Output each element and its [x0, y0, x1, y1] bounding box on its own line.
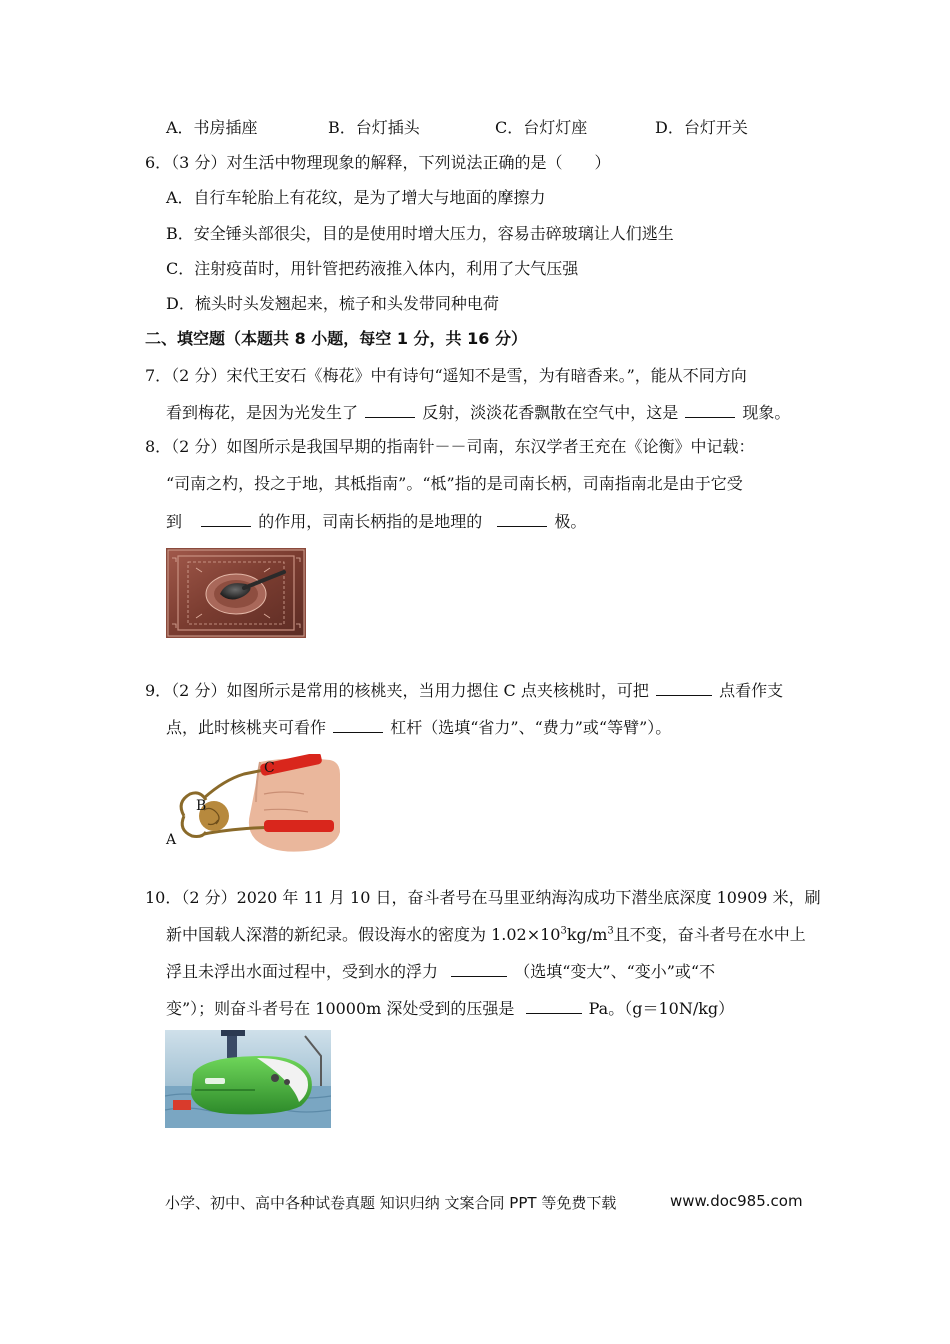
q10-line2 — [166, 925, 806, 945]
q5-option-b: B．台灯插头 — [328, 118, 420, 137]
q10-line1: 10．（2 分）2020 年 11 月 10 日，奋斗者号在马里亚纳海沟成功下潜坐底深度 10909 米，刷 — [145, 888, 821, 907]
q10-text-c: 且不变，奋斗者号在水中上 — [613, 925, 806, 944]
q6-option-b: B．安全锤头部很尖，目的是使用时增大压力，容易击碎玻璃让人们逃生 — [166, 224, 674, 243]
q7-blank-1[interactable] — [365, 403, 415, 418]
q9-text-d: 杠杆（选填“省力”、“费力”或“等臂”）。 — [390, 718, 672, 737]
q9-text-c: 点，此时核桃夹可看作 — [166, 718, 327, 737]
q8-text-c: 极。 — [554, 512, 587, 531]
submarine-icon — [165, 1030, 331, 1128]
q8-line3 — [166, 512, 586, 532]
q10-blank-2[interactable] — [526, 999, 582, 1014]
q10-blank-1[interactable] — [451, 962, 507, 977]
q10-sup-1: 3 — [560, 925, 567, 937]
nutcracker-image — [164, 754, 342, 858]
q10-text-d: 浮且未浮出水面过程中，受到水的浮力 — [166, 962, 439, 981]
q8-blank-1[interactable] — [201, 512, 251, 527]
q6-option-d: D．梳头时头发翘起来，梳子和头发带同种电荷 — [166, 294, 499, 313]
q7-line2 — [166, 403, 790, 423]
q10-text-e: （选填“变大”、“变小”或“不 — [514, 962, 716, 981]
q9-text-b: 点看作支 — [719, 681, 784, 700]
q9-line1 — [145, 681, 783, 701]
q8-line2: “司南之杓，投之于地，其柢指南”。“柢”指的是司南长柄，司南指南北是由于它受 — [166, 474, 743, 493]
q9-blank-2[interactable] — [333, 718, 383, 733]
q7-text-c: 现象。 — [742, 403, 791, 422]
q9-blank-1[interactable] — [656, 681, 712, 696]
compass-image — [166, 548, 306, 638]
q8-text-a: 到 — [166, 512, 183, 531]
q10-text-b: kg/m — [566, 925, 608, 944]
q10-text-g: Pa。（g＝10N/kg） — [588, 999, 735, 1018]
q6-option-c: C．注射疫苗时，用针管把药液推入体内，利用了大气压强 — [166, 259, 579, 278]
q8-text-b: 的作用，司南长柄指的是地理的 — [258, 512, 483, 531]
label-b: B — [196, 798, 207, 814]
footer-text: 小学、初中、高中各种试卷真题 知识归纳 文案合同 PPT 等免费下载 — [165, 1194, 617, 1212]
section-title: 二、填空题（本题共 8 小题，每空 1 分，共 16 分） — [145, 329, 527, 348]
submarine-image — [165, 1030, 331, 1128]
q10-sup-2: 3 — [607, 925, 614, 937]
q10-line4 — [166, 999, 734, 1019]
label-a: A — [166, 832, 177, 848]
q10-text-a: 新中国载人深潜的新纪录。假设海水的密度为 1.02×10 — [166, 925, 561, 944]
q10-line3 — [166, 962, 715, 982]
q8-blank-2[interactable] — [497, 512, 547, 527]
q9-line2 — [166, 718, 671, 738]
q7-blank-2[interactable] — [685, 403, 735, 418]
label-c: C — [264, 760, 275, 776]
q7-text-b: 反射，淡淡花香飘散在空气中，这是 — [422, 403, 679, 422]
q10-text-f: 变”）；则奋斗者号在 10000m 深处受到的压强是 — [166, 999, 515, 1018]
q7-line1: 7．（2 分）宋代王安石《梅花》中有诗句“遥知不是雪，为有暗香来。”，能从不同方向 — [145, 366, 747, 385]
sinan-compass-icon — [166, 548, 306, 638]
q7-text-a: 看到梅花，是因为光发生了 — [166, 403, 359, 422]
footer-url[interactable]: www.doc985.com — [670, 1192, 803, 1210]
q9-text-a: 9．（2 分）如图所示是常用的核桃夹，当用力摁住 C 点夹核桃时，可把 — [145, 681, 649, 700]
q5-option-d: D．台灯开关 — [655, 118, 748, 137]
footer — [165, 1192, 803, 1213]
q8-line1: 8．（2 分）如图所示是我国早期的指南针－－司南，东汉学者王充在《论衡》中记载： — [145, 437, 755, 456]
q5-option-c: C．台灯灯座 — [495, 118, 588, 137]
nutcracker-icon — [164, 754, 342, 858]
q6-option-a: A．自行车轮胎上有花纹，是为了增大与地面的摩擦力 — [166, 188, 546, 207]
q5-option-a: A．书房插座 — [166, 118, 258, 137]
q6-stem: 6．（3 分）对生活中物理现象的解释，下列说法正确的是（ ） — [145, 153, 611, 172]
